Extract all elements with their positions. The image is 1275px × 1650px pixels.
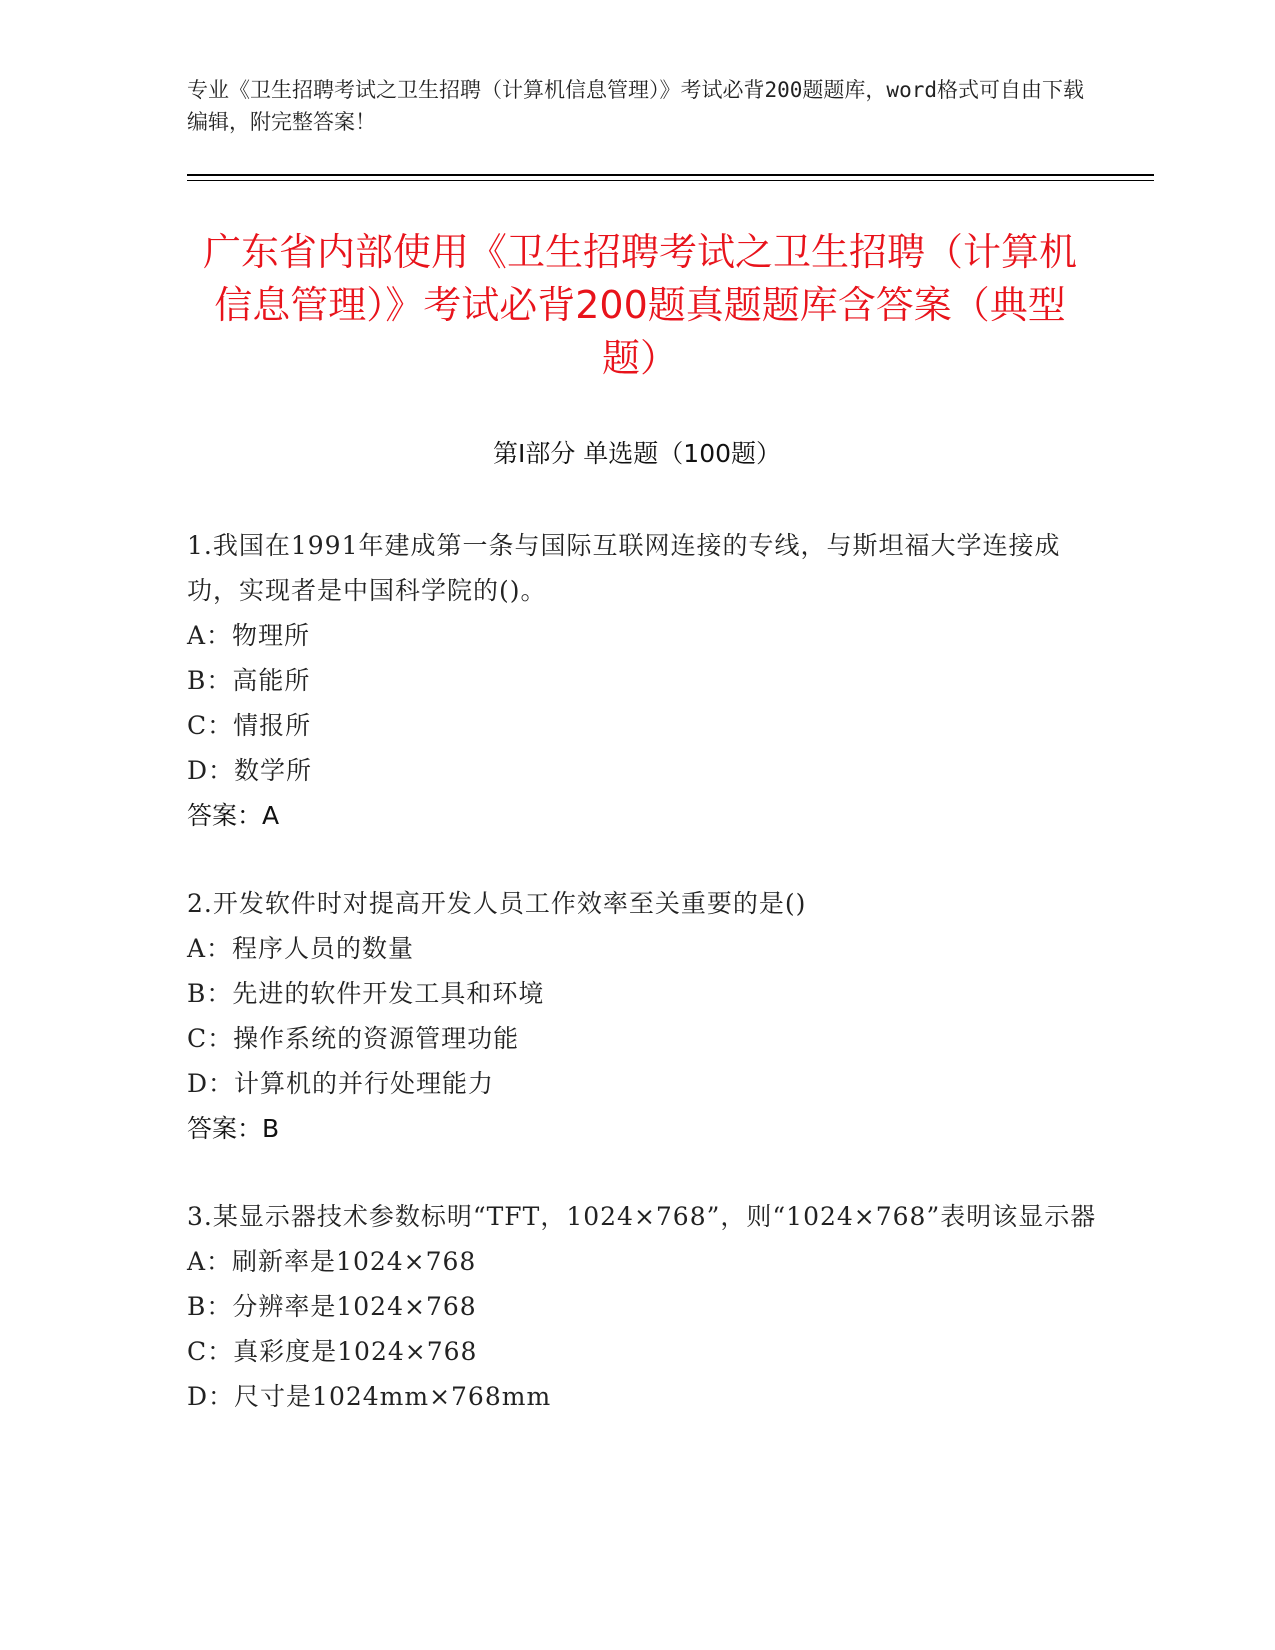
question-1: [187, 523, 1097, 838]
option-a: A：刷新率是1024×768: [187, 1247, 477, 1276]
option-c: C：真彩度是1024×768: [187, 1337, 478, 1366]
option-d: D：计算机的并行处理能力: [187, 1069, 495, 1098]
section-heading: 第Ⅰ部分 单选题（100题）: [492, 439, 782, 468]
header-rule-thick: [187, 174, 1154, 176]
header-rule-thin: [187, 180, 1154, 181]
option-b: B：分辨率是1024×768: [187, 1292, 477, 1321]
answer-line: 答案：A: [187, 801, 280, 830]
option-c: C：操作系统的资源管理功能: [187, 1024, 520, 1053]
option-a: A：程序人员的数量: [187, 934, 415, 963]
option-c: C：情报所: [187, 711, 312, 740]
option-d: D：数学所: [187, 756, 313, 785]
question-list: [187, 523, 1097, 1462]
header-note: 专业《卫生招聘考试之卫生招聘（计算机信息管理）》考试必背200题题库，word格式可自由下载编辑，附完整答案！: [187, 78, 1084, 134]
question-3: [187, 1194, 1097, 1419]
option-b: B：先进的软件开发工具和环境: [187, 979, 545, 1008]
answer-line: 答案：B: [187, 1114, 280, 1143]
question-stem: 3.某显示器技术参数标明“TFT，1024×768”，则“1024×768”表明该显示器: [187, 1202, 1097, 1231]
question-stem: 2.开发软件时对提高开发人员工作效率至关重要的是(): [187, 889, 807, 918]
option-b: B：高能所: [187, 666, 311, 695]
question-stem: 1.我国在1991年建成第一条与国际互联网连接的专线，与斯坦福大学连接成功，实现者是中国科学院的()。: [187, 531, 1061, 605]
option-a: A：物理所: [187, 621, 311, 650]
option-d: D：尺寸是1024mm×768mm: [187, 1382, 552, 1411]
question-2: [187, 881, 1097, 1151]
document-title: 广东省内部使用《卫生招聘考试之卫生招聘（计算机信息管理）》考试必背200题真题题库含答案（典型题）: [202, 230, 1077, 380]
